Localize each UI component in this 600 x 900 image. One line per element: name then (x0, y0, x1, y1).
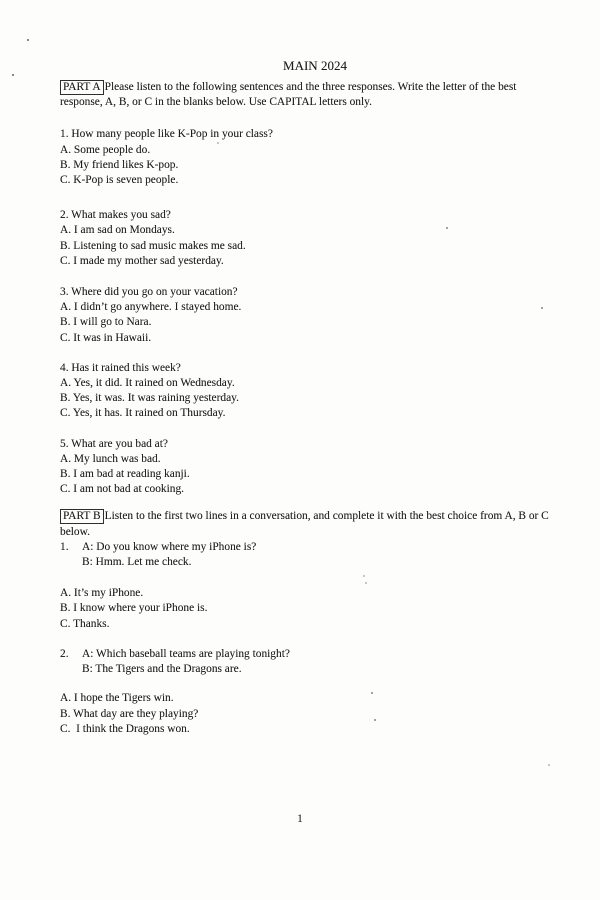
dialogue-line-a (60, 540, 570, 555)
option-b: B. I know where your iPhone is. (60, 602, 208, 615)
part-a-instructions-line2: response, A, B, or C in the blanks below. Use CAPITAL letters only. (60, 96, 372, 109)
option-a: A. Some people do. (60, 143, 151, 156)
part-a-header (60, 80, 570, 110)
question-text: 2. What makes you sad? (60, 209, 171, 222)
speaker-a-text: A: Do you know where my iPhone is? (82, 540, 257, 553)
option-c: C. It was in Hawaii. (60, 331, 152, 344)
question-text: 5. What are you bad at? (60, 437, 168, 450)
option-a: A. I am sad on Mondays. (60, 224, 175, 237)
part-b-instructions-text: Listen to the first two lines in a conversation, and complete it with the best choice from A, B or C (104, 510, 549, 523)
part-b-header (60, 509, 570, 539)
part-b-item-1-options (60, 586, 570, 632)
option-c: C. K-Pop is seven people. (60, 174, 179, 187)
part-b-item-2-options (60, 691, 570, 737)
part-b-label: PART B (60, 509, 104, 524)
part-a-question-5 (60, 437, 570, 498)
dialogue-line-a (60, 647, 570, 662)
option-a: A. Yes, it did. It rained on Wednesday. (60, 377, 235, 390)
part-b-instructions-line1 (60, 509, 570, 524)
question-text: 3. Where did you go on your vacation? (60, 286, 238, 299)
option-c: C. I am not bad at cooking. (60, 483, 185, 496)
scan-speck (12, 74, 14, 76)
scan-speck (27, 39, 29, 41)
item-number: 1. (60, 540, 69, 553)
speaker-b-text: B: The Tigers and the Dragons are. (82, 663, 242, 676)
option-c: C. I made my mother sad yesterday. (60, 254, 224, 267)
option-a: A. It’s my iPhone. (60, 587, 144, 600)
part-a-question-4 (60, 361, 570, 422)
option-b: B. What day are they playing? (60, 707, 199, 720)
option-b: B. My friend likes K-pop. (60, 158, 179, 171)
option-b: B. Listening to sad music makes me sad. (60, 239, 246, 252)
question-text: 4. Has it rained this week? (60, 361, 181, 374)
part-a-instructions-text: Please listen to the following sentences and the three responses. Write the letter of the best (104, 81, 517, 93)
option-b: B. Yes, it was. It was raining yesterday. (60, 392, 239, 405)
option-c: C. Yes, it has. It rained on Thursday. (60, 407, 226, 420)
part-b-item-1-dialogue (60, 540, 570, 570)
page-number: 1 (297, 813, 303, 825)
part-a-question-2 (60, 208, 570, 269)
part-a-question-1 (60, 127, 570, 188)
part-b-item-2-dialogue (60, 647, 570, 677)
speaker-b-text: B: Hmm. Let me check. (82, 556, 192, 569)
page-title: MAIN 2024 (283, 58, 347, 73)
question-text: 1. How many people like K-Pop in your class? (60, 128, 273, 141)
document-content (60, 58, 570, 737)
option-a: A. I didn’t go anywhere. I stayed home. (60, 301, 242, 314)
option-b: B. I am bad at reading kanji. (60, 468, 190, 481)
part-b-instructions-line2: below. (60, 525, 90, 538)
speaker-a-text: A: Which baseball teams are playing tonight? (82, 647, 290, 660)
item-number: 2. (60, 647, 69, 660)
part-a-instructions-line1 (60, 80, 570, 95)
part-a-question-3 (60, 285, 570, 346)
part-a-label: PART A (60, 80, 104, 95)
option-c: C. Thanks. (60, 617, 110, 630)
option-c: C. I think the Dragons won. (60, 722, 190, 735)
scan-speck (548, 764, 550, 766)
option-a: A. My lunch was bad. (60, 452, 161, 465)
option-b: B. I will go to Nara. (60, 316, 152, 329)
option-a: A. I hope the Tigers win. (60, 692, 174, 705)
